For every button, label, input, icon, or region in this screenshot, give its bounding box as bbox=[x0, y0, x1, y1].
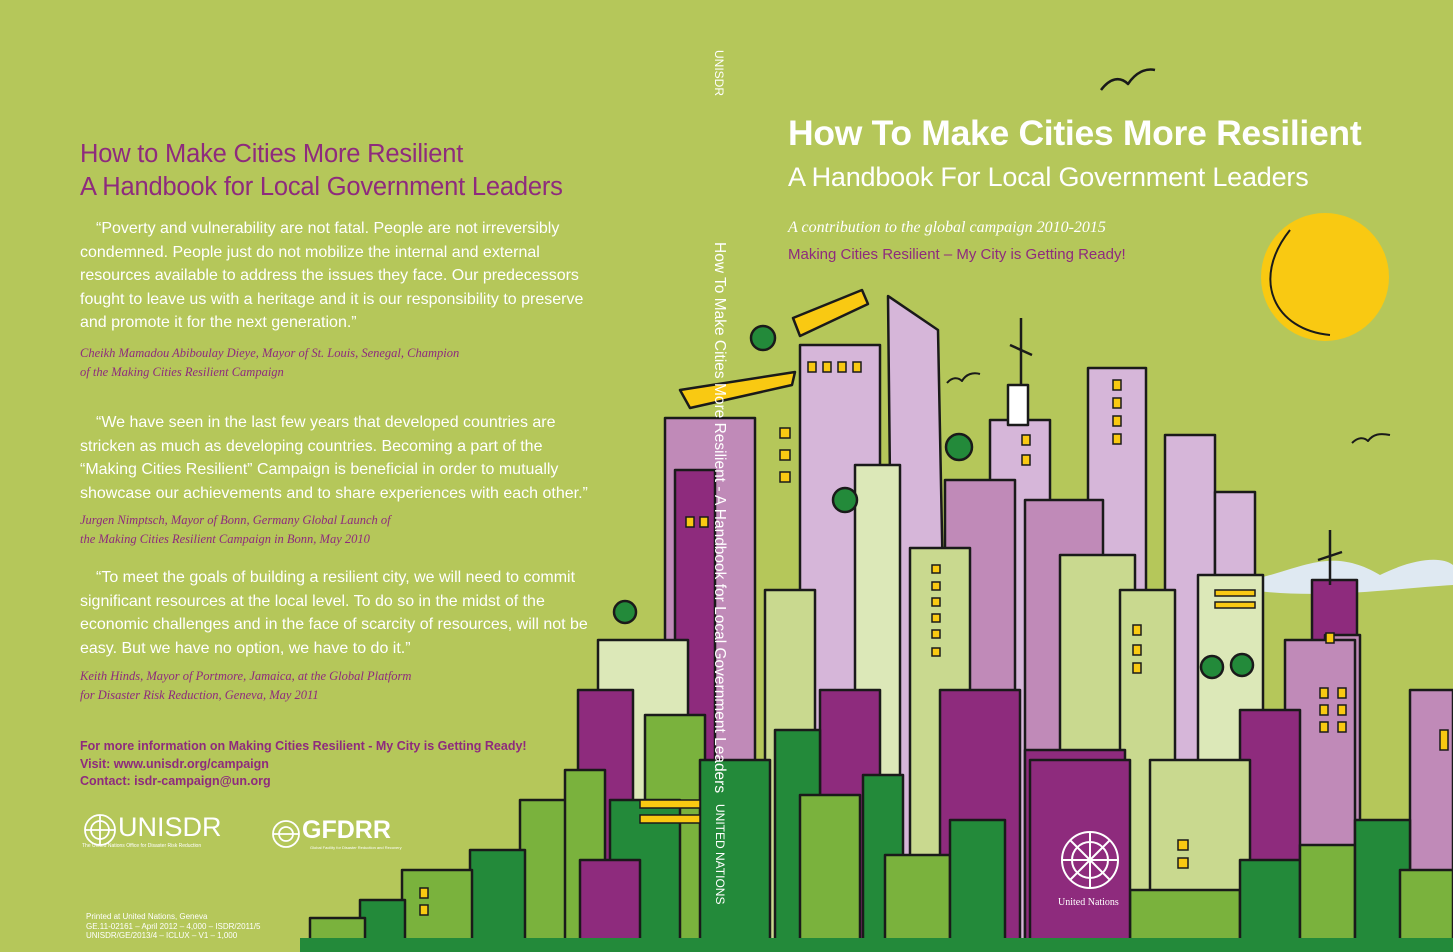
printed-line: UNISDR/GE/2013/4 – ICLUX – V1 – 1,000 bbox=[86, 931, 238, 940]
back-title bbox=[80, 138, 640, 204]
printed-line: GE.11-02161 – April 2012 – 4,000 – ISDR/2011/5 bbox=[86, 921, 261, 931]
spine-title: How To Make Cities More Resilient - A Handbook for Local Government Leaders bbox=[711, 242, 728, 794]
printed-line: Printed at United Nations, Geneva bbox=[86, 912, 208, 921]
gfdrr-logo bbox=[302, 816, 402, 850]
sun-icon bbox=[1261, 213, 1389, 341]
front-subtitle: A Handbook For Local Government Leaders bbox=[788, 162, 1309, 192]
back-title-line2: A Handbook for Local Government Leaders bbox=[80, 173, 563, 201]
front-contribution: A contribution to the global campaign 2010-2015 bbox=[788, 219, 1106, 236]
gfdrr-emblem-icon bbox=[273, 821, 299, 847]
info-link-website[interactable]: Visit: www.unisdr.org/campaign bbox=[80, 756, 269, 771]
un-label: United Nations bbox=[1058, 897, 1119, 908]
info-link-email[interactable]: Contact: isdr-campaign@un.org bbox=[80, 774, 271, 788]
gfdrr-logo-text: GFDRR bbox=[302, 816, 391, 844]
printed-info bbox=[86, 912, 261, 941]
quote-attribution bbox=[80, 511, 550, 548]
quote-text: “To meet the goals of building a resilient city, we will need to commit significant resources at the local level. To do so in the midst of the economic challenges and in the face of scarcity of resources, will not be easy. But we have no option, we have to do it.” bbox=[80, 569, 588, 657]
unisdr-emblem-icon bbox=[85, 815, 115, 845]
back-title-line1: How to Make Cities More Resilient bbox=[80, 140, 464, 168]
front-title: How To Make Cities More Resilient bbox=[788, 113, 1362, 153]
unisdr-logo-text: UNISDR bbox=[118, 812, 222, 842]
quote-attribution bbox=[80, 344, 550, 381]
un-emblem-icon bbox=[1062, 832, 1118, 888]
gfdrr-logo-subtext: Global Facility for Disaster Reduction and Recovery bbox=[310, 845, 402, 850]
bird-icon bbox=[1101, 70, 1155, 90]
spine-united-nations: UNITED NATIONS bbox=[713, 804, 727, 905]
quote-text: “Poverty and vulnerability are not fatal. People are not irreversibly condemned. People just do not mobilize the internal and external resources available to address the issues they face. Our predecessors fought to leave us with a heritage and it is our responsibility to preserve and promote it for the next generation.” bbox=[80, 220, 584, 331]
bird-icon bbox=[1352, 434, 1390, 443]
attribution-line: Jurgen Nimptsch, Mayor of Bonn, Germany Global Launch of bbox=[80, 513, 391, 527]
front-campaign: Making Cities Resilient – My City is Getting Ready! bbox=[788, 246, 1126, 263]
quote-text: “We have seen in the last few years that developed countries are stricken as much as developing countries. Becoming a part of the “Making Cities Resilient” Campaign is beneficial in order to mutually showcase our achievements and to share experiences with each other.” bbox=[80, 414, 588, 502]
bird-icon bbox=[947, 373, 980, 383]
attribution-line: of the Making Cities Resilient Campaign bbox=[80, 364, 284, 379]
quote-attribution bbox=[80, 667, 550, 704]
attribution-line: Keith Hinds, Mayor of Portmore, Jamaica, at the Global Platform bbox=[80, 669, 412, 683]
attribution-line: the Making Cities Resilient Campaign in Bonn, May 2010 bbox=[80, 531, 370, 546]
attribution-line: for Disaster Risk Reduction, Geneva, May 2011 bbox=[80, 687, 319, 702]
spine-publisher: UNISDR bbox=[712, 50, 726, 97]
unisdr-logo-subtext: The United Nations Office for Disaster Risk Reduction bbox=[82, 843, 202, 849]
info-line: For more information on Making Cities Resilient - My City is Getting Ready! bbox=[80, 739, 527, 753]
attribution-line: Cheikh Mamadou Abiboulay Dieye, Mayor of St. Louis, Senegal, Champion bbox=[80, 346, 460, 360]
unisdr-logo bbox=[82, 812, 222, 849]
info-block bbox=[80, 738, 527, 791]
